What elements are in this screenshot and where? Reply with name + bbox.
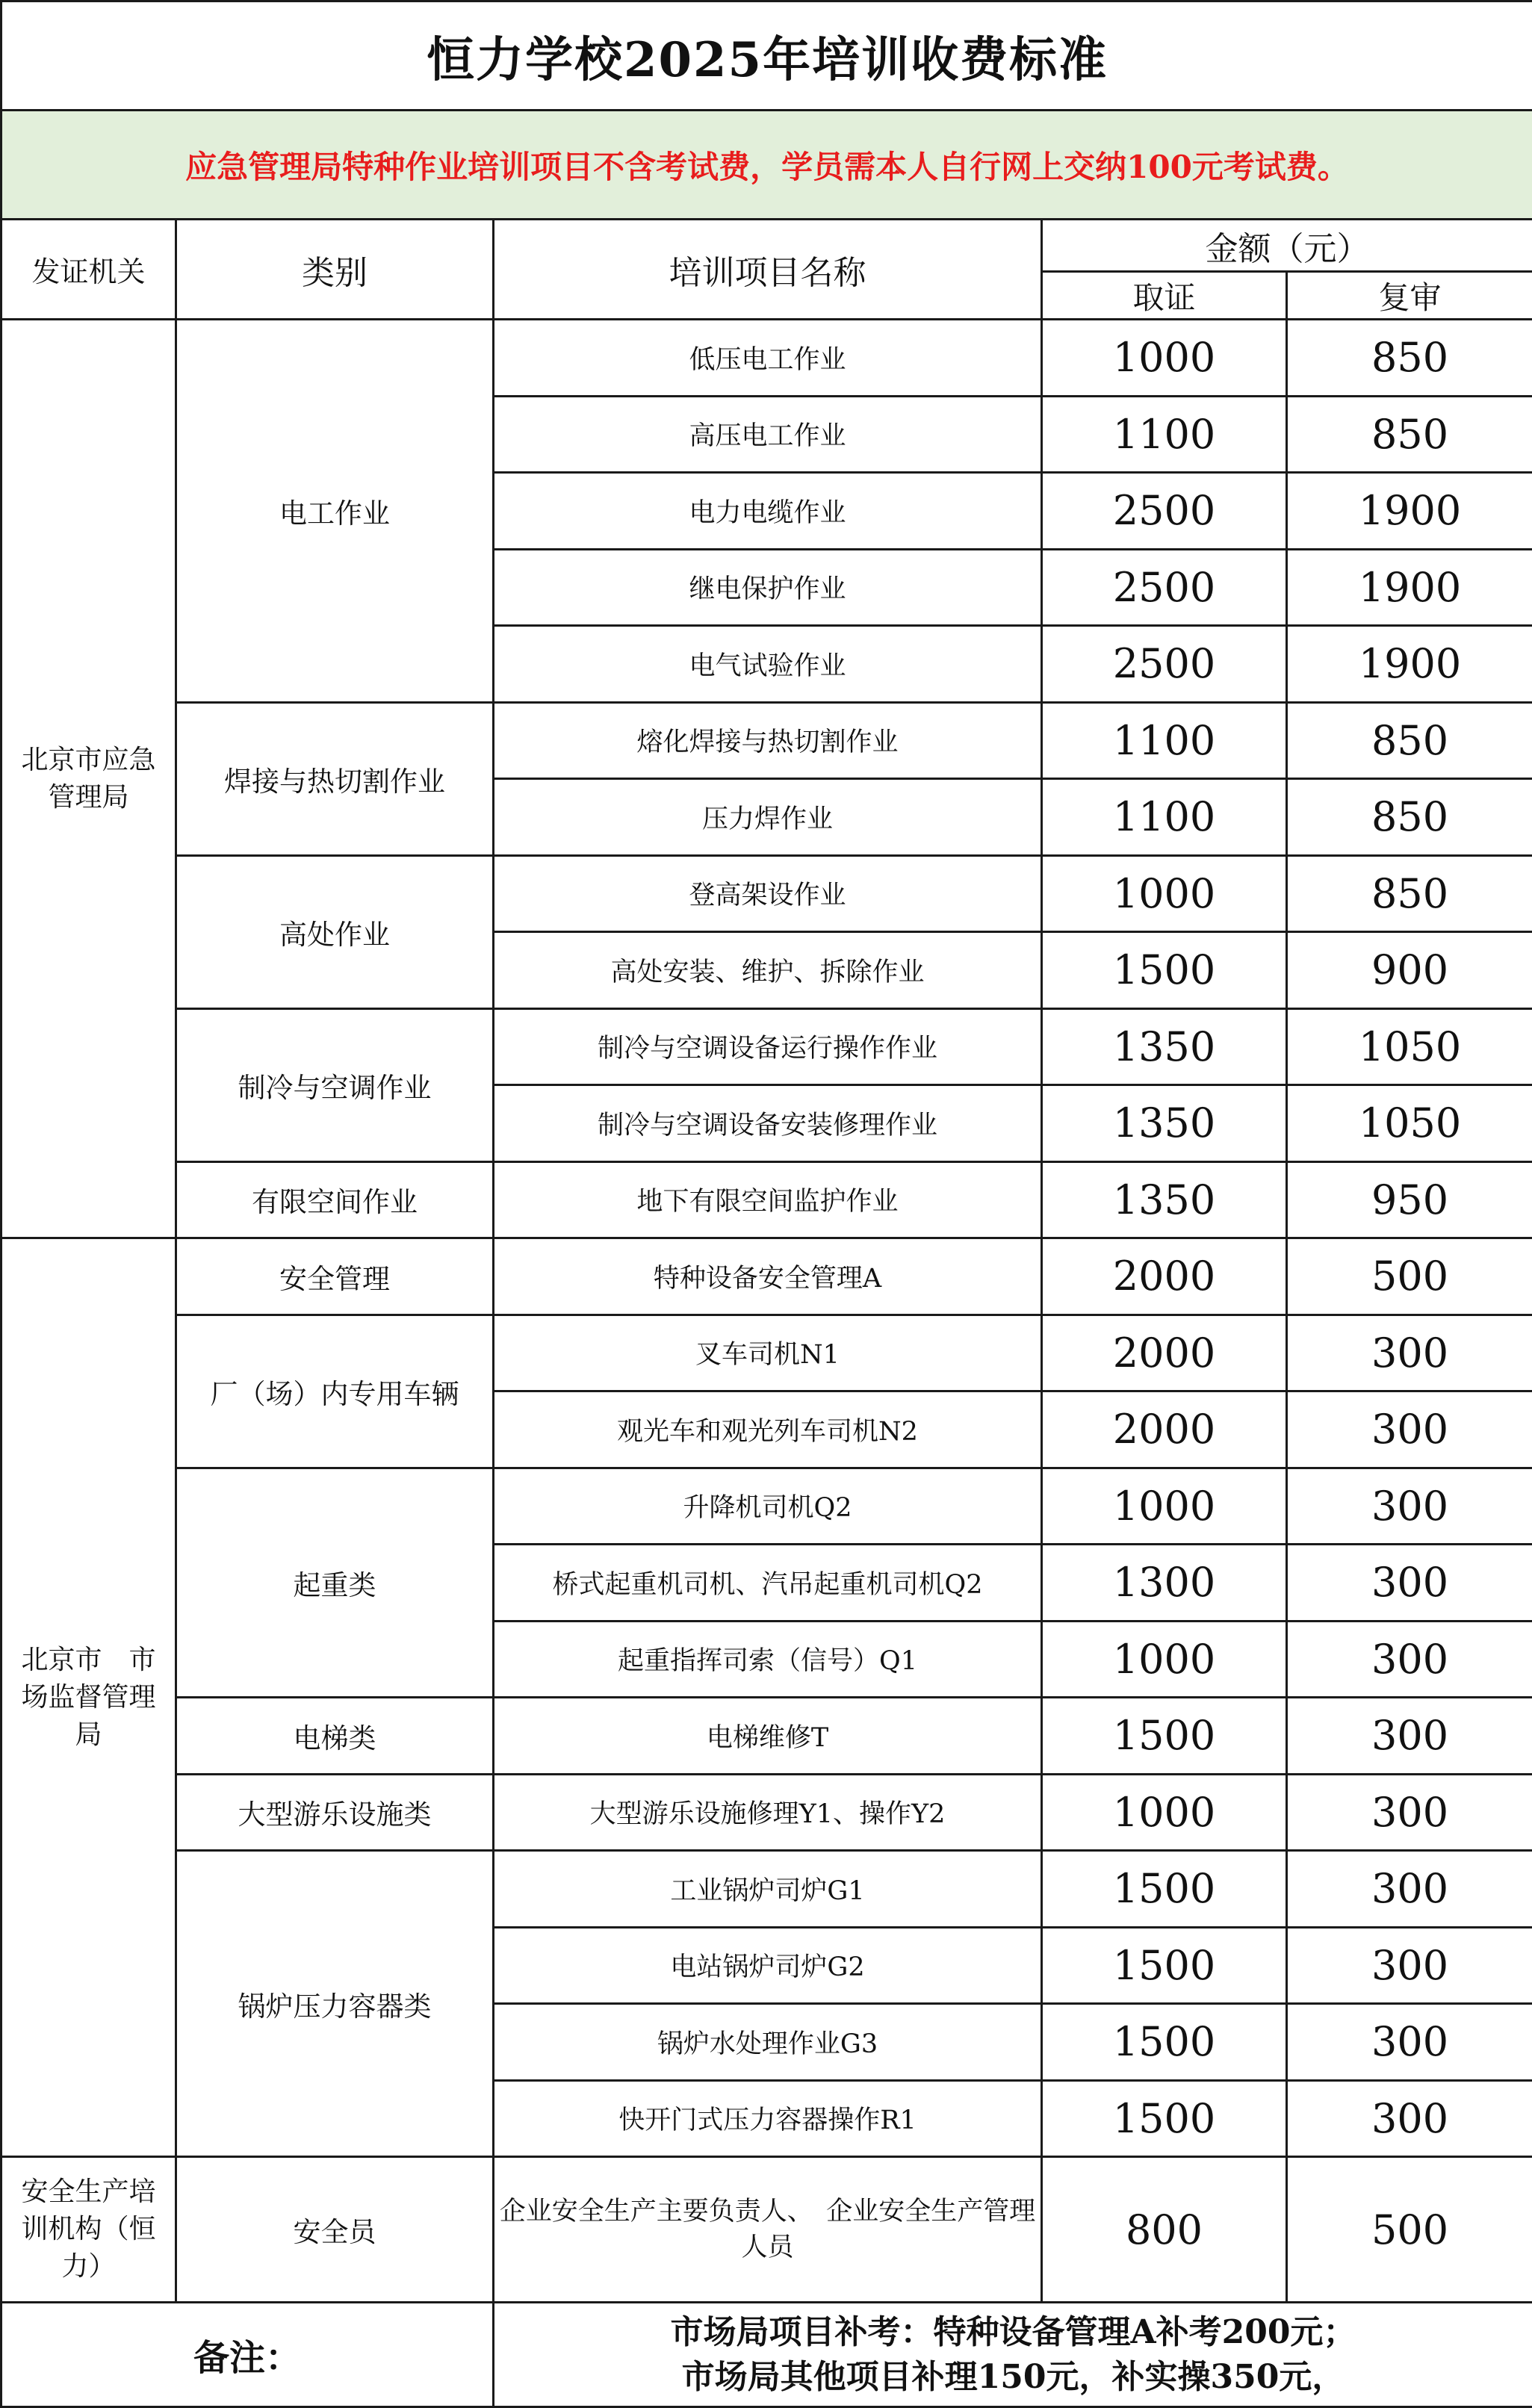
renewal-fee: 850: [1287, 320, 1532, 397]
initial-fee: 1350: [1042, 1085, 1287, 1162]
remarks-label: 备注：: [1, 2303, 494, 2407]
item-name: 观光车和观光列车司机N2: [494, 1391, 1042, 1468]
category-electrical: 电工作业: [176, 320, 494, 703]
category-elevator: 电梯类: [176, 1698, 494, 1775]
initial-fee: 2000: [1042, 1238, 1287, 1315]
category-safety-officer: 安全员: [176, 2157, 494, 2303]
renewal-fee: 950: [1287, 1161, 1532, 1238]
table-row: [1, 1698, 1532, 1775]
renewal-fee: 1900: [1287, 473, 1532, 550]
initial-fee: 1000: [1042, 1621, 1287, 1698]
initial-fee: 1500: [1042, 1851, 1287, 1928]
initial-fee: 800: [1042, 2157, 1287, 2303]
initial-fee: 1100: [1042, 702, 1287, 779]
remarks-line-2: 市场局其他项目补理150元，补实操350元，: [494, 2355, 1532, 2400]
category-safety-mgmt: 安全管理: [176, 1238, 494, 1315]
item-name: 电梯维修T: [494, 1698, 1042, 1775]
page-title: 恒力学校2025年培训收费标准: [1, 1, 1532, 111]
item-name: 升降机司机Q2: [494, 1468, 1042, 1545]
renewal-fee: 300: [1287, 1545, 1532, 1622]
renewal-fee: 850: [1287, 396, 1532, 473]
category-lifting: 起重类: [176, 1468, 494, 1698]
item-name: 企业安全生产主要负责人、 企业安全生产管理人员: [494, 2157, 1042, 2303]
initial-fee: 1000: [1042, 1774, 1287, 1851]
header-category: 类别: [176, 220, 494, 320]
initial-fee: 1500: [1042, 2004, 1287, 2081]
authority-training: 安全生产培训机构（恒力）: [1, 2157, 176, 2303]
renewal-fee: 1050: [1287, 1008, 1532, 1085]
item-name: 高压电工作业: [494, 396, 1042, 473]
initial-fee: 1300: [1042, 1545, 1287, 1622]
renewal-fee: 300: [1287, 1391, 1532, 1468]
renewal-fee: 300: [1287, 1621, 1532, 1698]
initial-fee: 2500: [1042, 473, 1287, 550]
initial-fee: 1500: [1042, 932, 1287, 1009]
item-name: 制冷与空调设备安装修理作业: [494, 1085, 1042, 1162]
renewal-fee: 850: [1287, 702, 1532, 779]
initial-fee: 1350: [1042, 1008, 1287, 1085]
renewal-fee: 300: [1287, 1468, 1532, 1545]
renewal-fee: 300: [1287, 2004, 1532, 2081]
renewal-fee: 1900: [1287, 626, 1532, 703]
renewal-fee: 300: [1287, 1698, 1532, 1775]
item-name: 快开门式压力容器操作R1: [494, 2080, 1042, 2157]
item-name: 起重指挥司索（信号）Q1: [494, 1621, 1042, 1698]
item-name: 工业锅炉司炉G1: [494, 1851, 1042, 1928]
item-name: 登高架设作业: [494, 855, 1042, 932]
item-name: 熔化焊接与热切割作业: [494, 702, 1042, 779]
initial-fee: 1000: [1042, 1468, 1287, 1545]
category-confined: 有限空间作业: [176, 1161, 494, 1238]
initial-fee: 1500: [1042, 1698, 1287, 1775]
table-row: [1, 855, 1532, 932]
initial-fee: 1500: [1042, 2080, 1287, 2157]
item-name: 电站锅炉司炉G2: [494, 1927, 1042, 2004]
initial-fee: 1500: [1042, 1927, 1287, 2004]
item-name: 压力焊作业: [494, 779, 1042, 856]
renewal-fee: 1050: [1287, 1085, 1532, 1162]
category-refrigeration: 制冷与空调作业: [176, 1008, 494, 1161]
header-amount: 金额（元）: [1042, 220, 1532, 272]
exam-fee-notice: 应急管理局特种作业培训项目不含考试费，学员需本人自行网上交纳100元考试费。: [1, 111, 1532, 220]
category-vehicles: 厂（场）内专用车辆: [176, 1315, 494, 1468]
item-name: 制冷与空调设备运行操作作业: [494, 1008, 1042, 1085]
initial-fee: 2000: [1042, 1391, 1287, 1468]
table-row: [1, 1315, 1532, 1391]
renewal-fee: 300: [1287, 1927, 1532, 2004]
category-amusement: 大型游乐设施类: [176, 1774, 494, 1851]
category-height: 高处作业: [176, 855, 494, 1008]
item-name: 继电保护作业: [494, 549, 1042, 626]
item-name: 地下有限空间监护作业: [494, 1161, 1042, 1238]
initial-fee: 1000: [1042, 320, 1287, 397]
header-authority: 发证机关: [1, 220, 176, 320]
item-name: 叉车司机N1: [494, 1315, 1042, 1391]
initial-fee: 1000: [1042, 855, 1287, 932]
item-name: 桥式起重机司机、汽吊起重机司机Q2: [494, 1545, 1042, 1622]
renewal-fee: 850: [1287, 779, 1532, 856]
renewal-fee: 500: [1287, 1238, 1532, 1315]
renewal-fee: 300: [1287, 1851, 1532, 1928]
initial-fee: 1100: [1042, 779, 1287, 856]
authority-emergency: 北京市应急管理局: [1, 320, 176, 1238]
renewal-fee: 300: [1287, 2080, 1532, 2157]
item-name: 电气试验作业: [494, 626, 1042, 703]
remarks-text: [494, 2303, 1532, 2407]
header-initial: 取证: [1042, 272, 1287, 320]
item-name: 特种设备安全管理A: [494, 1238, 1042, 1315]
initial-fee: 1100: [1042, 396, 1287, 473]
table-row: [1, 1851, 1532, 1928]
item-name: 锅炉水处理作业G3: [494, 2004, 1042, 2081]
table-row: [1, 1774, 1532, 1851]
category-boiler: 锅炉压力容器类: [176, 1851, 494, 2157]
renewal-fee: 300: [1287, 1315, 1532, 1391]
item-name: 低压电工作业: [494, 320, 1042, 397]
initial-fee: 2000: [1042, 1315, 1287, 1391]
table-row: [1, 2157, 1532, 2303]
renewal-fee: 500: [1287, 2157, 1532, 2303]
item-name: 高处安装、维护、拆除作业: [494, 932, 1042, 1009]
category-welding: 焊接与热切割作业: [176, 702, 494, 855]
table-row: [1, 1468, 1532, 1545]
remarks-row: [1, 2303, 1532, 2407]
table-row: [1, 1238, 1532, 1315]
renewal-fee: 850: [1287, 855, 1532, 932]
initial-fee: 2500: [1042, 626, 1287, 703]
table-row: [1, 1161, 1532, 1238]
item-name: 大型游乐设施修理Y1、操作Y2: [494, 1774, 1042, 1851]
renewal-fee: 900: [1287, 932, 1532, 1009]
authority-market: 北京市 市场监督管理局: [1, 1238, 176, 2157]
remarks-line-1: 市场局项目补考：特种设备管理A补考200元；: [494, 2310, 1532, 2355]
item-name: 电力电缆作业: [494, 473, 1042, 550]
table-row: [1, 320, 1532, 397]
renewal-fee: 300: [1287, 1774, 1532, 1851]
header-renewal: 复审: [1287, 272, 1532, 320]
initial-fee: 2500: [1042, 549, 1287, 626]
header-project: 培训项目名称: [494, 220, 1042, 320]
table-row: [1, 702, 1532, 779]
initial-fee: 1350: [1042, 1161, 1287, 1238]
table-row: [1, 1008, 1532, 1085]
renewal-fee: 1900: [1287, 549, 1532, 626]
